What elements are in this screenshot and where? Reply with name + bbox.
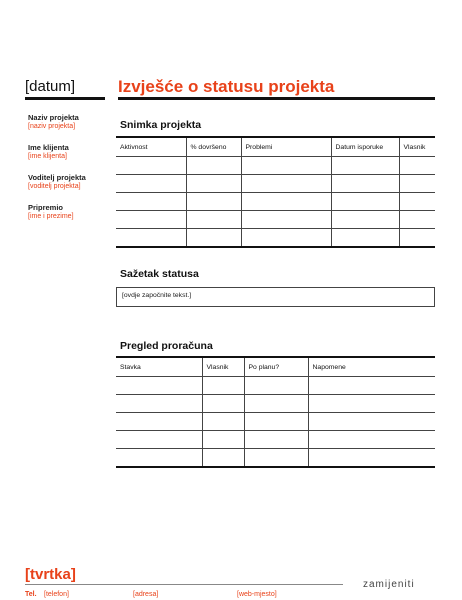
column-header: Datum isporuke — [331, 137, 399, 157]
table-row — [116, 449, 435, 468]
table-row — [116, 157, 435, 175]
table-cell[interactable] — [331, 175, 399, 193]
table-cell[interactable] — [186, 157, 241, 175]
column-header: Po planu? — [244, 357, 308, 377]
table-cell[interactable] — [308, 413, 435, 431]
sidebar-client-name — [28, 143, 69, 160]
table-cell[interactable] — [308, 395, 435, 413]
table-cell[interactable] — [116, 175, 186, 193]
table-row — [116, 211, 435, 229]
prepared-by-value[interactable]: [ime i prezime] — [28, 213, 74, 220]
table-cell[interactable] — [244, 431, 308, 449]
project-manager-label: Voditelj projekta — [28, 173, 86, 182]
project-manager-value[interactable]: [voditelj projekta] — [28, 183, 81, 190]
phone-label: Tel. — [25, 591, 37, 598]
table-cell[interactable] — [308, 431, 435, 449]
logo-placeholder[interactable]: zamijeniti — [363, 579, 415, 590]
sidebar-prepared-by — [28, 203, 74, 220]
summary-heading: Sažetak statusa — [120, 268, 199, 280]
table-cell[interactable] — [116, 413, 202, 431]
table-cell[interactable] — [331, 211, 399, 229]
column-header: Napomene — [308, 357, 435, 377]
address-value[interactable]: [adresa] — [133, 591, 159, 598]
sidebar-project-name — [28, 113, 79, 130]
table-cell[interactable] — [399, 175, 435, 193]
table-cell[interactable] — [241, 175, 331, 193]
table-cell[interactable] — [116, 193, 186, 211]
column-header: Vlasnik — [202, 357, 244, 377]
page-title: Izvješće o statusu projekta — [118, 77, 335, 96]
client-name-value[interactable]: [ime klijenta] — [28, 153, 67, 160]
table-cell[interactable] — [241, 193, 331, 211]
budget-heading: Pregled proračuna — [120, 340, 213, 352]
column-header: Stavka — [116, 357, 202, 377]
table-cell[interactable] — [244, 413, 308, 431]
table-cell[interactable] — [399, 193, 435, 211]
sidebar-project-manager — [28, 173, 86, 190]
table-cell[interactable] — [241, 229, 331, 248]
table-row — [116, 193, 435, 211]
project-name-value[interactable]: [naziv projekta] — [28, 123, 76, 130]
phone-value[interactable]: [telefon] — [44, 591, 69, 598]
table-row — [116, 395, 435, 413]
table-cell[interactable] — [116, 431, 202, 449]
table-cell[interactable] — [186, 175, 241, 193]
table-header-row — [116, 357, 435, 377]
table-cell[interactable] — [202, 413, 244, 431]
table-cell[interactable] — [186, 229, 241, 248]
budget-table — [116, 356, 435, 468]
table-cell[interactable] — [244, 395, 308, 413]
table-cell[interactable] — [116, 377, 202, 395]
table-cell[interactable] — [116, 157, 186, 175]
column-header: % dovršeno — [186, 137, 241, 157]
column-header: Aktivnost — [116, 137, 186, 157]
table-cell[interactable] — [399, 229, 435, 248]
table-cell[interactable] — [331, 229, 399, 248]
date-underline — [25, 97, 105, 100]
table-cell[interactable] — [331, 193, 399, 211]
table-cell[interactable] — [244, 449, 308, 468]
table-row — [116, 431, 435, 449]
table-cell[interactable] — [331, 157, 399, 175]
title-underline — [118, 97, 435, 100]
date-field[interactable]: [datum] — [25, 78, 76, 95]
table-row — [116, 413, 435, 431]
table-cell[interactable] — [244, 377, 308, 395]
footer-divider — [25, 584, 343, 585]
table-cell[interactable] — [308, 377, 435, 395]
table-cell[interactable] — [399, 157, 435, 175]
table-cell[interactable] — [186, 211, 241, 229]
table-cell[interactable] — [241, 157, 331, 175]
column-header: Problemi — [241, 137, 331, 157]
table-row — [116, 377, 435, 395]
client-name-label: Ime klijenta — [28, 143, 69, 152]
table-cell[interactable] — [308, 449, 435, 468]
table-cell[interactable] — [116, 395, 202, 413]
table-header-row — [116, 137, 435, 157]
website-value[interactable]: [web-mjesto] — [237, 591, 277, 598]
table-cell[interactable] — [116, 229, 186, 248]
table-row — [116, 229, 435, 248]
table-cell[interactable] — [186, 193, 241, 211]
company-name[interactable]: [tvrtka] — [25, 566, 76, 583]
table-cell[interactable] — [202, 431, 244, 449]
table-cell[interactable] — [116, 211, 186, 229]
table-cell[interactable] — [241, 211, 331, 229]
table-cell[interactable] — [202, 377, 244, 395]
column-header: Vlasnik — [399, 137, 435, 157]
table-cell[interactable] — [202, 449, 244, 468]
table-cell[interactable] — [116, 449, 202, 468]
snapshot-heading: Snimka projekta — [120, 119, 202, 131]
table-cell[interactable] — [202, 395, 244, 413]
table-cell[interactable] — [399, 211, 435, 229]
summary-text-box[interactable]: [ovdje započnite tekst.] — [116, 287, 435, 307]
prepared-by-label: Pripremio — [28, 203, 64, 212]
table-row — [116, 175, 435, 193]
snapshot-table — [116, 136, 435, 248]
project-name-label: Naziv projekta — [28, 113, 79, 122]
